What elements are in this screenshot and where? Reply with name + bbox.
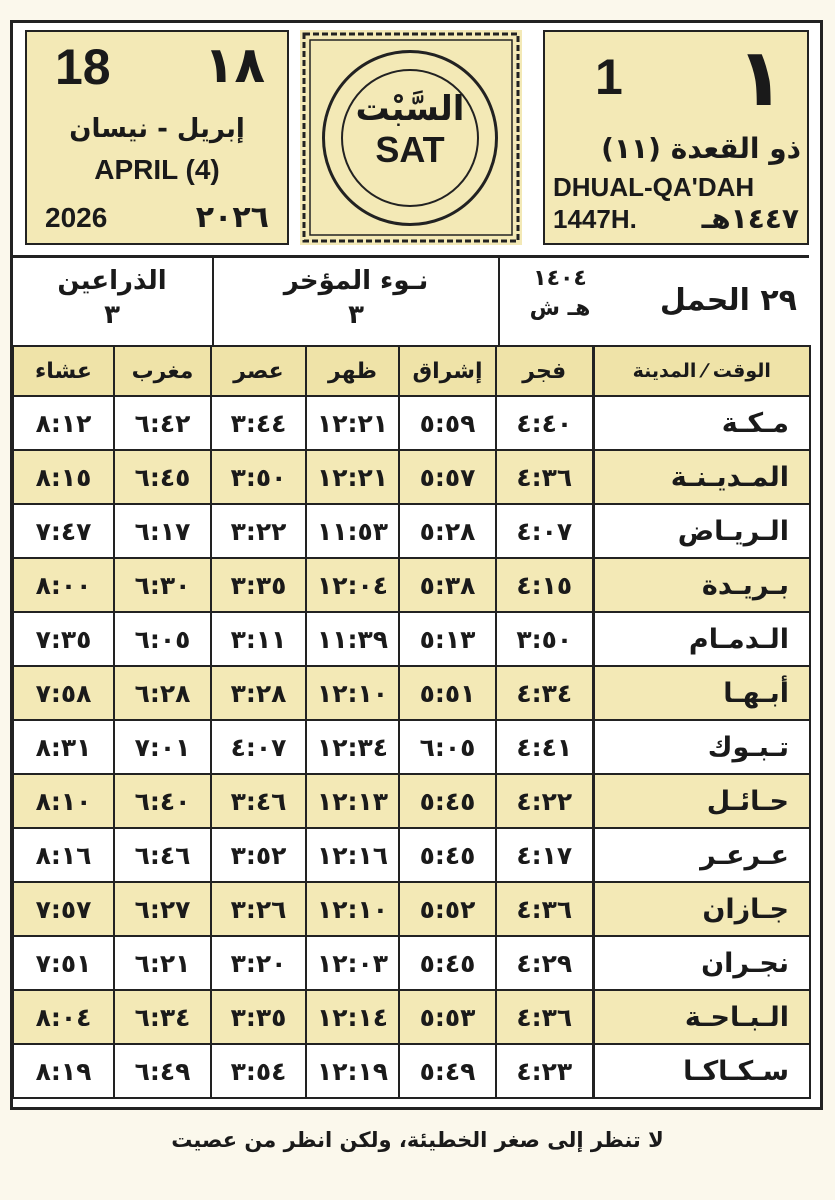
time-maghrib: ٦:٤٥: [114, 450, 211, 504]
time-shuruq: ٥:٥٣: [399, 990, 496, 1044]
time-dhuhr: ١٢:١٠: [306, 882, 399, 936]
city-name: المـديـنـة: [593, 450, 810, 504]
time-dhuhr: ١٢:١٠: [306, 666, 399, 720]
table-row: [13, 504, 810, 558]
city-name: جـازان: [593, 882, 810, 936]
city-name: نجـران: [593, 936, 810, 990]
time-fajr: ٤:٣٤: [496, 666, 593, 720]
city-name: الـدمـام: [593, 612, 810, 666]
city-name: الـريـاض: [593, 504, 810, 558]
time-fajr: ٣:٥٠: [496, 612, 593, 666]
time-asr: ٤:٠٧: [211, 720, 306, 774]
time-dhuhr: ١٢:١٦: [306, 828, 399, 882]
table-row: [13, 558, 810, 612]
time-fajr: ٤:٤٠: [496, 396, 593, 450]
time-asr: ٣:٤٤: [211, 396, 306, 450]
gregorian-year-en: 2026: [45, 202, 108, 233]
time-maghrib: ٦:٤٩: [114, 1044, 211, 1098]
time-maghrib: ٦:١٧: [114, 504, 211, 558]
slash-divider: ⁄: [696, 360, 707, 382]
gregorian-date-box: [25, 30, 289, 245]
time-isha: ٧:٤٧: [13, 504, 114, 558]
time-isha: ٨:١٥: [13, 450, 114, 504]
prayer-times-table: [12, 345, 811, 1099]
weekday-emblem: [300, 30, 522, 245]
footer-quote: لا تنظر إلى صغر الخطيئة، ولكن انظر من عصيت: [171, 1128, 664, 1152]
naw-value: ٣: [348, 300, 364, 330]
time-shuruq: ٥:٤٥: [399, 936, 496, 990]
time-shuruq: ٥:٢٨: [399, 504, 496, 558]
calligraphy-ring: [322, 50, 498, 226]
table-row: [13, 1044, 810, 1098]
time-asr: ٣:٥٤: [211, 1044, 306, 1098]
time-asr: ٣:٢٨: [211, 666, 306, 720]
time-isha: ٧:٣٥: [13, 612, 114, 666]
time-fajr: ٤:٣٦: [496, 450, 593, 504]
table-row: [13, 666, 810, 720]
header-asr: عصر: [211, 346, 306, 396]
burj-cell: [498, 258, 809, 346]
time-asr: ٣:٢٢: [211, 504, 306, 558]
time-isha: ٧:٥٧: [13, 882, 114, 936]
time-isha: ٨:١٩: [13, 1044, 114, 1098]
time-isha: ٨:٠٠: [13, 558, 114, 612]
gregorian-year-ar: ٢٠٢٦: [195, 200, 269, 235]
time-fajr: ٤:٤١: [496, 720, 593, 774]
solar-year: [520, 264, 600, 324]
time-maghrib: ٦:٠٥: [114, 612, 211, 666]
gregorian-month-ar: إبريل - نيسان: [69, 114, 245, 144]
time-fajr: ٤:٣٦: [496, 882, 593, 936]
city-name: تـبـوك: [593, 720, 810, 774]
solar-year-value: ١٤٠٤: [533, 266, 587, 291]
header-time: الوقت: [712, 360, 771, 382]
time-dhuhr: ١١:٣٩: [306, 612, 399, 666]
table-header-row: [13, 346, 810, 396]
city-name: مـكـة: [593, 396, 810, 450]
table-row: [13, 828, 810, 882]
time-shuruq: ٥:٥٩: [399, 396, 496, 450]
time-maghrib: ٦:٢١: [114, 936, 211, 990]
time-maghrib: ٦:٢٨: [114, 666, 211, 720]
gregorian-day-en: 18: [55, 39, 111, 95]
hijri-year-en: 1447H.: [553, 204, 637, 234]
hijri-year-ar: ١٤٤٧هـ: [701, 202, 799, 235]
gregorian-day-ar: ١٨: [203, 36, 265, 94]
time-maghrib: ٦:٣٤: [114, 990, 211, 1044]
time-isha: ٨:١٢: [13, 396, 114, 450]
time-fajr: ٤:٢٩: [496, 936, 593, 990]
table-row: [13, 882, 810, 936]
gregorian-month-en: APRIL (4): [94, 154, 220, 185]
time-fajr: ٤:١٧: [496, 828, 593, 882]
time-maghrib: ٦:٤٢: [114, 396, 211, 450]
time-fajr: ٤:٢٣: [496, 1044, 593, 1098]
time-fajr: ٤:٠٧: [496, 504, 593, 558]
time-isha: ٧:٥١: [13, 936, 114, 990]
hijri-day-en: 1: [595, 49, 623, 105]
time-isha: ٨:١٠: [13, 774, 114, 828]
weekday-ar: السَّبْت: [355, 89, 465, 129]
time-fajr: ٤:٢٢: [496, 774, 593, 828]
table-row: [13, 396, 810, 450]
city-name: حـائـل: [593, 774, 810, 828]
time-asr: ٣:٥٠: [211, 450, 306, 504]
time-maghrib: ٦:٢٧: [114, 882, 211, 936]
time-dhuhr: ١٢:٠٣: [306, 936, 399, 990]
time-dhuhr: ١٢:٢١: [306, 450, 399, 504]
city-name: عـرعـر: [593, 828, 810, 882]
naw-label: نـوء المؤخر: [283, 266, 429, 296]
weekday-en: SAT: [375, 129, 445, 170]
header-city: المدينة: [632, 360, 697, 382]
table-row: [13, 936, 810, 990]
table-row: [13, 450, 810, 504]
time-shuruq: ٥:٤٥: [399, 774, 496, 828]
header-shuruq: إشراق: [399, 346, 496, 396]
burj-label: ٢٩ الحمل: [659, 283, 797, 318]
time-fajr: ٤:٣٦: [496, 990, 593, 1044]
time-shuruq: ٥:٥٧: [399, 450, 496, 504]
time-asr: ٣:٢٦: [211, 882, 306, 936]
dhiraain-cell: [12, 258, 212, 346]
table-row: [13, 720, 810, 774]
time-shuruq: ٥:٤٩: [399, 1044, 496, 1098]
time-shuruq: ٦:٠٥: [399, 720, 496, 774]
time-maghrib: ٦:٤٠: [114, 774, 211, 828]
time-dhuhr: ١٢:١٣: [306, 774, 399, 828]
time-shuruq: ٥:٣٨: [399, 558, 496, 612]
time-isha: ٨:٣١: [13, 720, 114, 774]
header-maghrib: مغرب: [114, 346, 211, 396]
hijri-month-en: DHUAL-QA'DAH: [553, 172, 755, 202]
header-isha: عشاء: [13, 346, 114, 396]
time-dhuhr: ١٢:٢١: [306, 396, 399, 450]
time-shuruq: ٥:١٣: [399, 612, 496, 666]
city-name: سـكـاكـا: [593, 1044, 810, 1098]
time-asr: ٣:٣٥: [211, 558, 306, 612]
hijri-day-ar: ١: [736, 31, 785, 124]
time-dhuhr: ١٢:١٤: [306, 990, 399, 1044]
header-dhuhr: ظهر: [306, 346, 399, 396]
time-dhuhr: ١١:٥٣: [306, 504, 399, 558]
hijri-date-box: [543, 30, 809, 245]
weekday-circle: [341, 69, 479, 207]
time-fajr: ٤:١٥: [496, 558, 593, 612]
time-asr: ٣:١١: [211, 612, 306, 666]
solar-year-unit: هـ ش: [529, 296, 591, 321]
header-fajr: فجر: [496, 346, 593, 396]
hijri-month-ar: ذو القعدة (١١): [601, 132, 801, 165]
table-row: [13, 612, 810, 666]
table-row: [13, 990, 810, 1044]
city-name: أبـهـا: [593, 666, 810, 720]
dhiraain-label: الذراعين: [57, 266, 167, 296]
info-band: [12, 255, 809, 348]
time-shuruq: ٥:٥١: [399, 666, 496, 720]
time-isha: ٨:٠٤: [13, 990, 114, 1044]
city-name: بـريـدة: [593, 558, 810, 612]
time-dhuhr: ١٢:٠٤: [306, 558, 399, 612]
time-isha: ٨:١٦: [13, 828, 114, 882]
time-maghrib: ٧:٠١: [114, 720, 211, 774]
time-asr: ٣:٥٢: [211, 828, 306, 882]
time-maghrib: ٦:٣٠: [114, 558, 211, 612]
naw-cell: [212, 258, 498, 346]
table-row: [13, 774, 810, 828]
time-dhuhr: ١٢:١٩: [306, 1044, 399, 1098]
dhiraain-value: ٣: [104, 300, 120, 330]
time-shuruq: ٥:٤٥: [399, 828, 496, 882]
city-name: الـبـاحـة: [593, 990, 810, 1044]
time-shuruq: ٥:٥٢: [399, 882, 496, 936]
time-asr: ٣:٣٥: [211, 990, 306, 1044]
time-asr: ٣:٢٠: [211, 936, 306, 990]
time-isha: ٧:٥٨: [13, 666, 114, 720]
header-city-time: [593, 346, 810, 396]
time-dhuhr: ١٢:٣٤: [306, 720, 399, 774]
time-asr: ٣:٤٦: [211, 774, 306, 828]
time-maghrib: ٦:٤٦: [114, 828, 211, 882]
